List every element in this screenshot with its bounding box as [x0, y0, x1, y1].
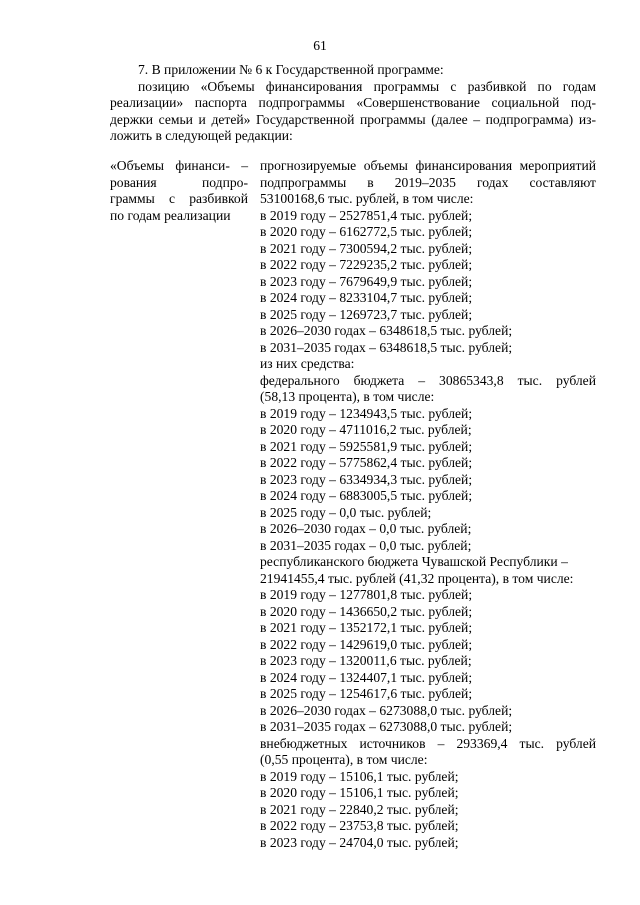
label-line: граммы с разбивкой	[110, 191, 248, 206]
funding-line: в 2019 году – 1277801,8 тыс. рублей;	[260, 587, 473, 602]
funding-line: подпрограммы в 2019–2035 годах составляют	[260, 174, 596, 190]
funding-line: в 2031–2035 годах – 6273088,0 тыс. рублей;	[260, 719, 513, 734]
funding-details	[260, 158, 596, 851]
funding-line: в 2020 году – 1436650,2 тыс. рублей;	[260, 603, 473, 619]
funding-line: 53100168,6 тыс. рублей, в том числе:	[260, 191, 474, 206]
funding-line: в 2022 году – 5775862,4 тыс. рублей;	[260, 455, 473, 470]
funding-line: в 2019 году – 1234943,5 тыс. рублей;	[260, 405, 473, 421]
funding-line: в 2020 году – 4711016,2 тыс. рублей;	[260, 422, 472, 437]
funding-line: в 2022 году – 7229235,2 тыс. рублей;	[260, 257, 473, 272]
label-line: по годам реализации	[110, 207, 231, 223]
position-label	[110, 158, 248, 224]
funding-line: в 2022 году – 1429619,0 тыс. рублей;	[260, 636, 473, 652]
funding-line: в 2026–2030 годах – 6348618,5 тыс. рублей;	[260, 323, 513, 338]
funding-line: (0,55 процента), в том числе:	[260, 752, 428, 767]
page-number: 61	[313, 38, 327, 53]
funding-line: в 2031–2035 годах – 0,0 тыс. рублей;	[260, 537, 472, 553]
intro-line: 7. В приложении № 6 к Государственной программе:	[138, 62, 444, 77]
intro-line: реализации» паспорта подпрограммы «Совершенствование социальной под-	[110, 95, 596, 110]
funding-line: в 2024 году – 6883005,5 тыс. рублей;	[260, 488, 473, 503]
funding-line: в 2026–2030 годах – 6273088,0 тыс. рублей;	[260, 702, 513, 718]
funding-line: в 2025 году – 0,0 тыс. рублей;	[260, 504, 432, 520]
funding-line: в 2023 году – 6334934,3 тыс. рублей;	[260, 471, 473, 487]
funding-line: федерального бюджета – 30865343,8 тыс. рублей	[260, 372, 596, 388]
funding-line: в 2021 году – 7300594,2 тыс. рублей;	[260, 240, 473, 256]
funding-line: в 2025 году – 1254617,6 тыс. рублей;	[260, 686, 473, 701]
funding-line: в 2023 году – 24704,0 тыс. рублей;	[260, 834, 459, 850]
funding-line: в 2019 году – 15106,1 тыс. рублей;	[260, 768, 459, 784]
funding-line: в 2031–2035 годах – 6348618,5 тыс. рублей;	[260, 339, 513, 355]
funding-line: (58,13 процента), в том числе:	[260, 389, 435, 404]
funding-line: в 2025 году – 1269723,7 тыс. рублей;	[260, 306, 473, 322]
funding-line: в 2021 году – 5925581,9 тыс. рублей;	[260, 438, 473, 454]
label-line: «Объемы финанси- –	[110, 158, 248, 173]
funding-line: 21941455,4 тыс. рублей (41,32 процента), в том числе:	[260, 570, 574, 586]
intro-line: ложить в следующей редакции:	[110, 128, 293, 143]
funding-line: в 2020 году – 6162772,5 тыс. рублей;	[260, 224, 473, 239]
label-line: рования подпро-	[110, 174, 248, 190]
funding-line: в 2020 году – 15106,1 тыс. рублей;	[260, 785, 459, 800]
funding-line: в 2024 году – 8233104,7 тыс. рублей;	[260, 290, 473, 305]
intro-line: держки семьи и детей» Государственной программы (далее – подпрограмма) из-	[110, 111, 596, 127]
funding-line: прогнозируемые объемы финансирования мероприятий	[260, 158, 596, 173]
intro-paragraph	[110, 62, 596, 145]
funding-line: в 2023 году – 7679649,9 тыс. рублей;	[260, 273, 473, 289]
intro-line: позицию «Объемы финансирования программы с разбивкой по годам	[138, 78, 596, 94]
funding-line: внебюджетных источников – 293369,4 тыс. рублей	[260, 735, 596, 751]
funding-line: в 2024 году – 1324407,1 тыс. рублей;	[260, 669, 473, 685]
funding-line: в 2023 году – 1320011,6 тыс. рублей;	[260, 653, 472, 668]
funding-line: в 2021 году – 22840,2 тыс. рублей;	[260, 801, 459, 817]
funding-line: в 2021 году – 1352172,1 тыс. рублей;	[260, 620, 473, 635]
funding-line: в 2022 году – 23753,8 тыс. рублей;	[260, 818, 459, 833]
funding-line: из них средства:	[260, 356, 355, 371]
funding-line: республиканского бюджета Чувашской Республики –	[260, 554, 568, 569]
funding-line: в 2026–2030 годах – 0,0 тыс. рублей;	[260, 521, 472, 536]
funding-line: в 2019 году – 2527851,4 тыс. рублей;	[260, 207, 473, 223]
